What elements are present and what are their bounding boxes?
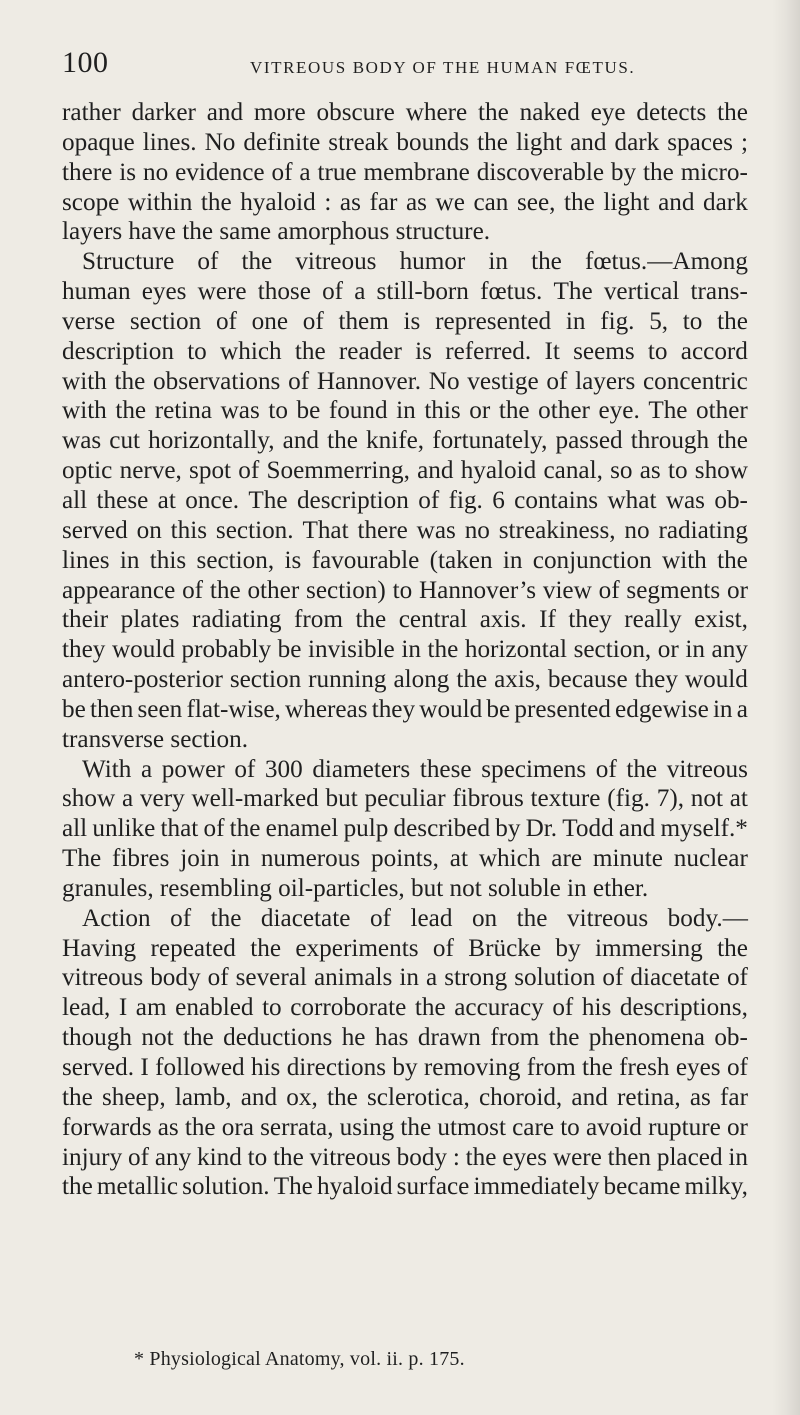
body-text xyxy=(62,98,748,1202)
text-line: all unlike that of the enamel pulp described by Dr. Todd and myself.* xyxy=(62,815,748,843)
text-line: with the observations of Hannover. No vestige of layers concentric xyxy=(62,367,748,395)
text-line: human eyes were those of a still-born fœtus. The vertical trans- xyxy=(62,278,748,306)
text-line: With a power of 300 diameters these specimens of the vitreous xyxy=(82,755,748,783)
text-line: show a very well-marked but peculiar fibrous texture (fig. 7), not at xyxy=(62,785,748,813)
text-line: injury of any kind to the vitreous body : the eyes were then placed in xyxy=(62,1143,748,1171)
footnote: * Physiological Anatomy, vol. ii. p. 175. xyxy=(134,1348,465,1370)
text-line: The fibres join in numerous points, at which are minute nuclear xyxy=(62,845,748,873)
text-line: Action of the diacetate of lead on the vitreous body.— xyxy=(82,904,748,932)
text-line: lead, I am enabled to corroborate the accuracy of his descriptions, xyxy=(62,994,748,1022)
text-line: rather darker and more obscure where the naked eye detects the xyxy=(62,99,748,126)
running-head xyxy=(62,46,742,86)
text-line: though not the deductions he has drawn from the phenomena ob- xyxy=(62,1024,748,1052)
text-line: Structure of the vitreous humor in the fœtus.—Among xyxy=(82,248,748,276)
text-line: optic nerve, spot of Soemmerring, and hyaloid canal, so as to show xyxy=(62,457,748,485)
text-line: granules, resembling oil-particles, but not soluble in ether. xyxy=(62,874,649,902)
text-line: their plates radiating from the central axis. If they really exist, xyxy=(62,606,748,634)
running-title: VITREOUS BODY OF THE HUMAN FŒTUS. xyxy=(250,58,636,77)
text-line: opaque lines. No definite streak bounds the light and dark spaces ; xyxy=(62,128,748,156)
text-line: be then seen flat-wise, whereas they would be presented edgewise in a xyxy=(62,695,748,723)
text-line: forwards as the ora serrata, using the utmost care to avoid rupture or xyxy=(62,1113,748,1141)
text-line: vitreous body of several animals in a strong solution of diacetate of xyxy=(62,964,748,992)
text-line: was cut horizontally, and the knife, fortunately, passed through the xyxy=(62,427,748,455)
text-line: Having repeated the experiments of Brücke by immersing the xyxy=(62,934,748,962)
text-line: the sheep, lamb, and ox, the sclerotica, choroid, and retina, as far xyxy=(62,1083,748,1111)
text-line: served. I followed his directions by removing from the fresh eyes of xyxy=(62,1054,748,1081)
text-line: appearance of the other section) to Hannover’s view of segments or xyxy=(62,576,748,604)
text-line: layers have the same amorphous structure. xyxy=(62,218,491,246)
text-line: lines in this section, is favourable (taken in conjunction with the xyxy=(62,546,748,574)
text-line: transverse section. xyxy=(62,725,249,753)
text-line: the metallic solution. The hyaloid surface immediately became milky, xyxy=(62,1173,748,1201)
text-line: there is no evidence of a true membrane discoverable by the micro- xyxy=(62,158,748,186)
text-line: description to which the reader is referred. It seems to accord xyxy=(62,337,748,365)
text-line: with the retina was to be found in this or the other eye. The other xyxy=(62,397,748,425)
page-number: 100 xyxy=(62,46,109,79)
text-line: all these at once. The description of fig. 6 contains what was ob- xyxy=(62,486,748,514)
text-line: verse section of one of them is represented in fig. 5, to the xyxy=(62,307,748,335)
text-line: served on this section. That there was no streakiness, no radiating xyxy=(62,516,748,544)
page-edge-shadow xyxy=(772,0,800,1415)
text-line: they would probably be invisible in the horizontal section, or in any xyxy=(62,636,748,664)
text-line: antero-posterior section running along the axis, because they would xyxy=(62,666,748,694)
text-line: scope within the hyaloid : as far as we can see, the light and dark xyxy=(62,188,748,216)
